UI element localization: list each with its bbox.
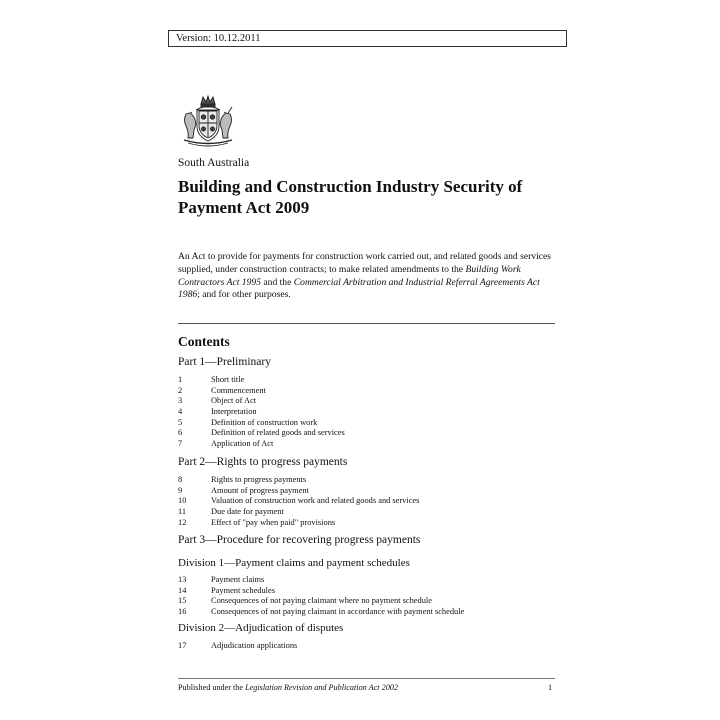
toc-section-title: Amount of progress payment xyxy=(211,485,309,495)
toc-entry[interactable] xyxy=(178,407,345,418)
page-number: 1 xyxy=(548,683,553,692)
toc-section-title: Adjudication applications xyxy=(211,641,298,650)
long-title-lead: An Act to provide for payments for construction work carried out, and related goods and services supplied, under construction contracts; to make related amendments to the xyxy=(178,251,551,275)
toc-division-heading[interactable]: Division 1—Payment claims and payment schedules xyxy=(178,557,410,569)
toc-section-title: Object of Act xyxy=(211,396,257,406)
footer-note xyxy=(178,683,398,692)
toc-section-number: 15 xyxy=(178,596,187,606)
toc-part-heading[interactable]: Part 3—Procedure for recovering progress payments xyxy=(178,534,421,546)
toc-entry[interactable] xyxy=(178,641,297,652)
toc-section-title: Valuation of construction work and related goods and services xyxy=(211,496,420,506)
toc-list xyxy=(178,475,419,528)
coat-of-arms-icon xyxy=(180,94,236,148)
toc-section-number: 13 xyxy=(178,575,187,584)
toc-list xyxy=(178,375,345,450)
jurisdiction-label: South Australia xyxy=(178,157,250,169)
toc-section-number: 4 xyxy=(178,407,183,417)
toc-entry[interactable] xyxy=(178,586,464,597)
toc-section-title: Interpretation xyxy=(211,407,257,417)
toc-section-number: 5 xyxy=(178,417,183,427)
toc-section-title: Due date for payment xyxy=(211,507,284,517)
toc-entry[interactable] xyxy=(178,507,419,518)
toc-section-number: 3 xyxy=(178,396,183,406)
long-title-act-reference: Building Work Contractors Act 1995 xyxy=(178,263,521,288)
toc-entry[interactable] xyxy=(178,596,464,607)
toc-entry[interactable] xyxy=(178,439,345,450)
long-title xyxy=(178,251,560,302)
long-title-tail: ; and for other purposes. xyxy=(197,289,291,301)
long-title-act-reference: Commercial Arbitration and Industrial Referral Agreements Act 1986 xyxy=(178,276,540,301)
toc-section-title: Definition of related goods and services xyxy=(211,428,345,438)
act-title: Building and Construction Industry Security of Payment Act 2009 xyxy=(178,177,523,217)
toc-section-number: 6 xyxy=(178,428,183,438)
toc-section-title: Effect of "pay when paid" provisions xyxy=(211,517,336,527)
toc-section-number: 14 xyxy=(178,585,187,595)
toc-section-number: 7 xyxy=(178,439,183,449)
toc-list xyxy=(178,641,297,652)
toc-section-number: 8 xyxy=(178,475,183,484)
toc-entry[interactable] xyxy=(178,396,345,407)
toc-section-number: 12 xyxy=(178,517,187,527)
toc-section-title: Payment claims xyxy=(211,575,265,584)
footer-act-reference: Legislation Revision and Publication Act 2002 xyxy=(245,683,398,692)
toc-section-number: 11 xyxy=(178,507,187,517)
toc-section-number: 1 xyxy=(178,375,183,384)
toc-entry[interactable] xyxy=(178,418,345,429)
version-label: Version: 10.12.2011 xyxy=(168,30,567,47)
toc-section-number: 16 xyxy=(178,607,187,617)
divider xyxy=(178,323,555,324)
toc-section-title: Consequences of not paying claimant where no payment schedule xyxy=(211,596,432,606)
toc-entry[interactable] xyxy=(178,475,419,486)
contents-heading: Contents xyxy=(178,334,230,349)
toc-entry[interactable] xyxy=(178,375,345,386)
toc-entry[interactable] xyxy=(178,386,345,397)
toc-list xyxy=(178,575,464,618)
toc-section-title: Rights to progress payments xyxy=(211,475,307,484)
toc-section-number: 9 xyxy=(178,485,183,495)
toc-section-title: Application of Act xyxy=(211,439,274,449)
toc-section-title: Short title xyxy=(211,375,245,384)
toc-entry[interactable] xyxy=(178,518,419,529)
toc-entry[interactable] xyxy=(178,496,419,507)
footer-prefix: Published under the xyxy=(178,683,246,692)
footer-divider xyxy=(178,678,555,679)
toc-entry[interactable] xyxy=(178,486,419,497)
toc-section-number: 2 xyxy=(178,385,183,395)
long-title-connector: and the xyxy=(260,276,294,288)
toc-part-heading[interactable]: Part 2—Rights to progress payments xyxy=(178,456,348,468)
toc-division-heading[interactable]: Division 2—Adjudication of disputes xyxy=(178,622,344,634)
toc-section-title: Definition of construction work xyxy=(211,417,318,427)
toc-section-title: Consequences of not paying claimant in accordance with payment schedule xyxy=(211,607,465,617)
toc-entry[interactable] xyxy=(178,575,464,586)
toc-entry[interactable] xyxy=(178,607,464,618)
toc-entry[interactable] xyxy=(178,428,345,439)
toc-section-number: 17 xyxy=(178,641,187,650)
toc-section-number: 10 xyxy=(178,496,187,506)
toc-part-heading[interactable]: Part 1—Preliminary xyxy=(178,356,271,368)
toc-section-title: Commencement xyxy=(211,385,266,395)
toc-section-title: Payment schedules xyxy=(211,585,275,595)
